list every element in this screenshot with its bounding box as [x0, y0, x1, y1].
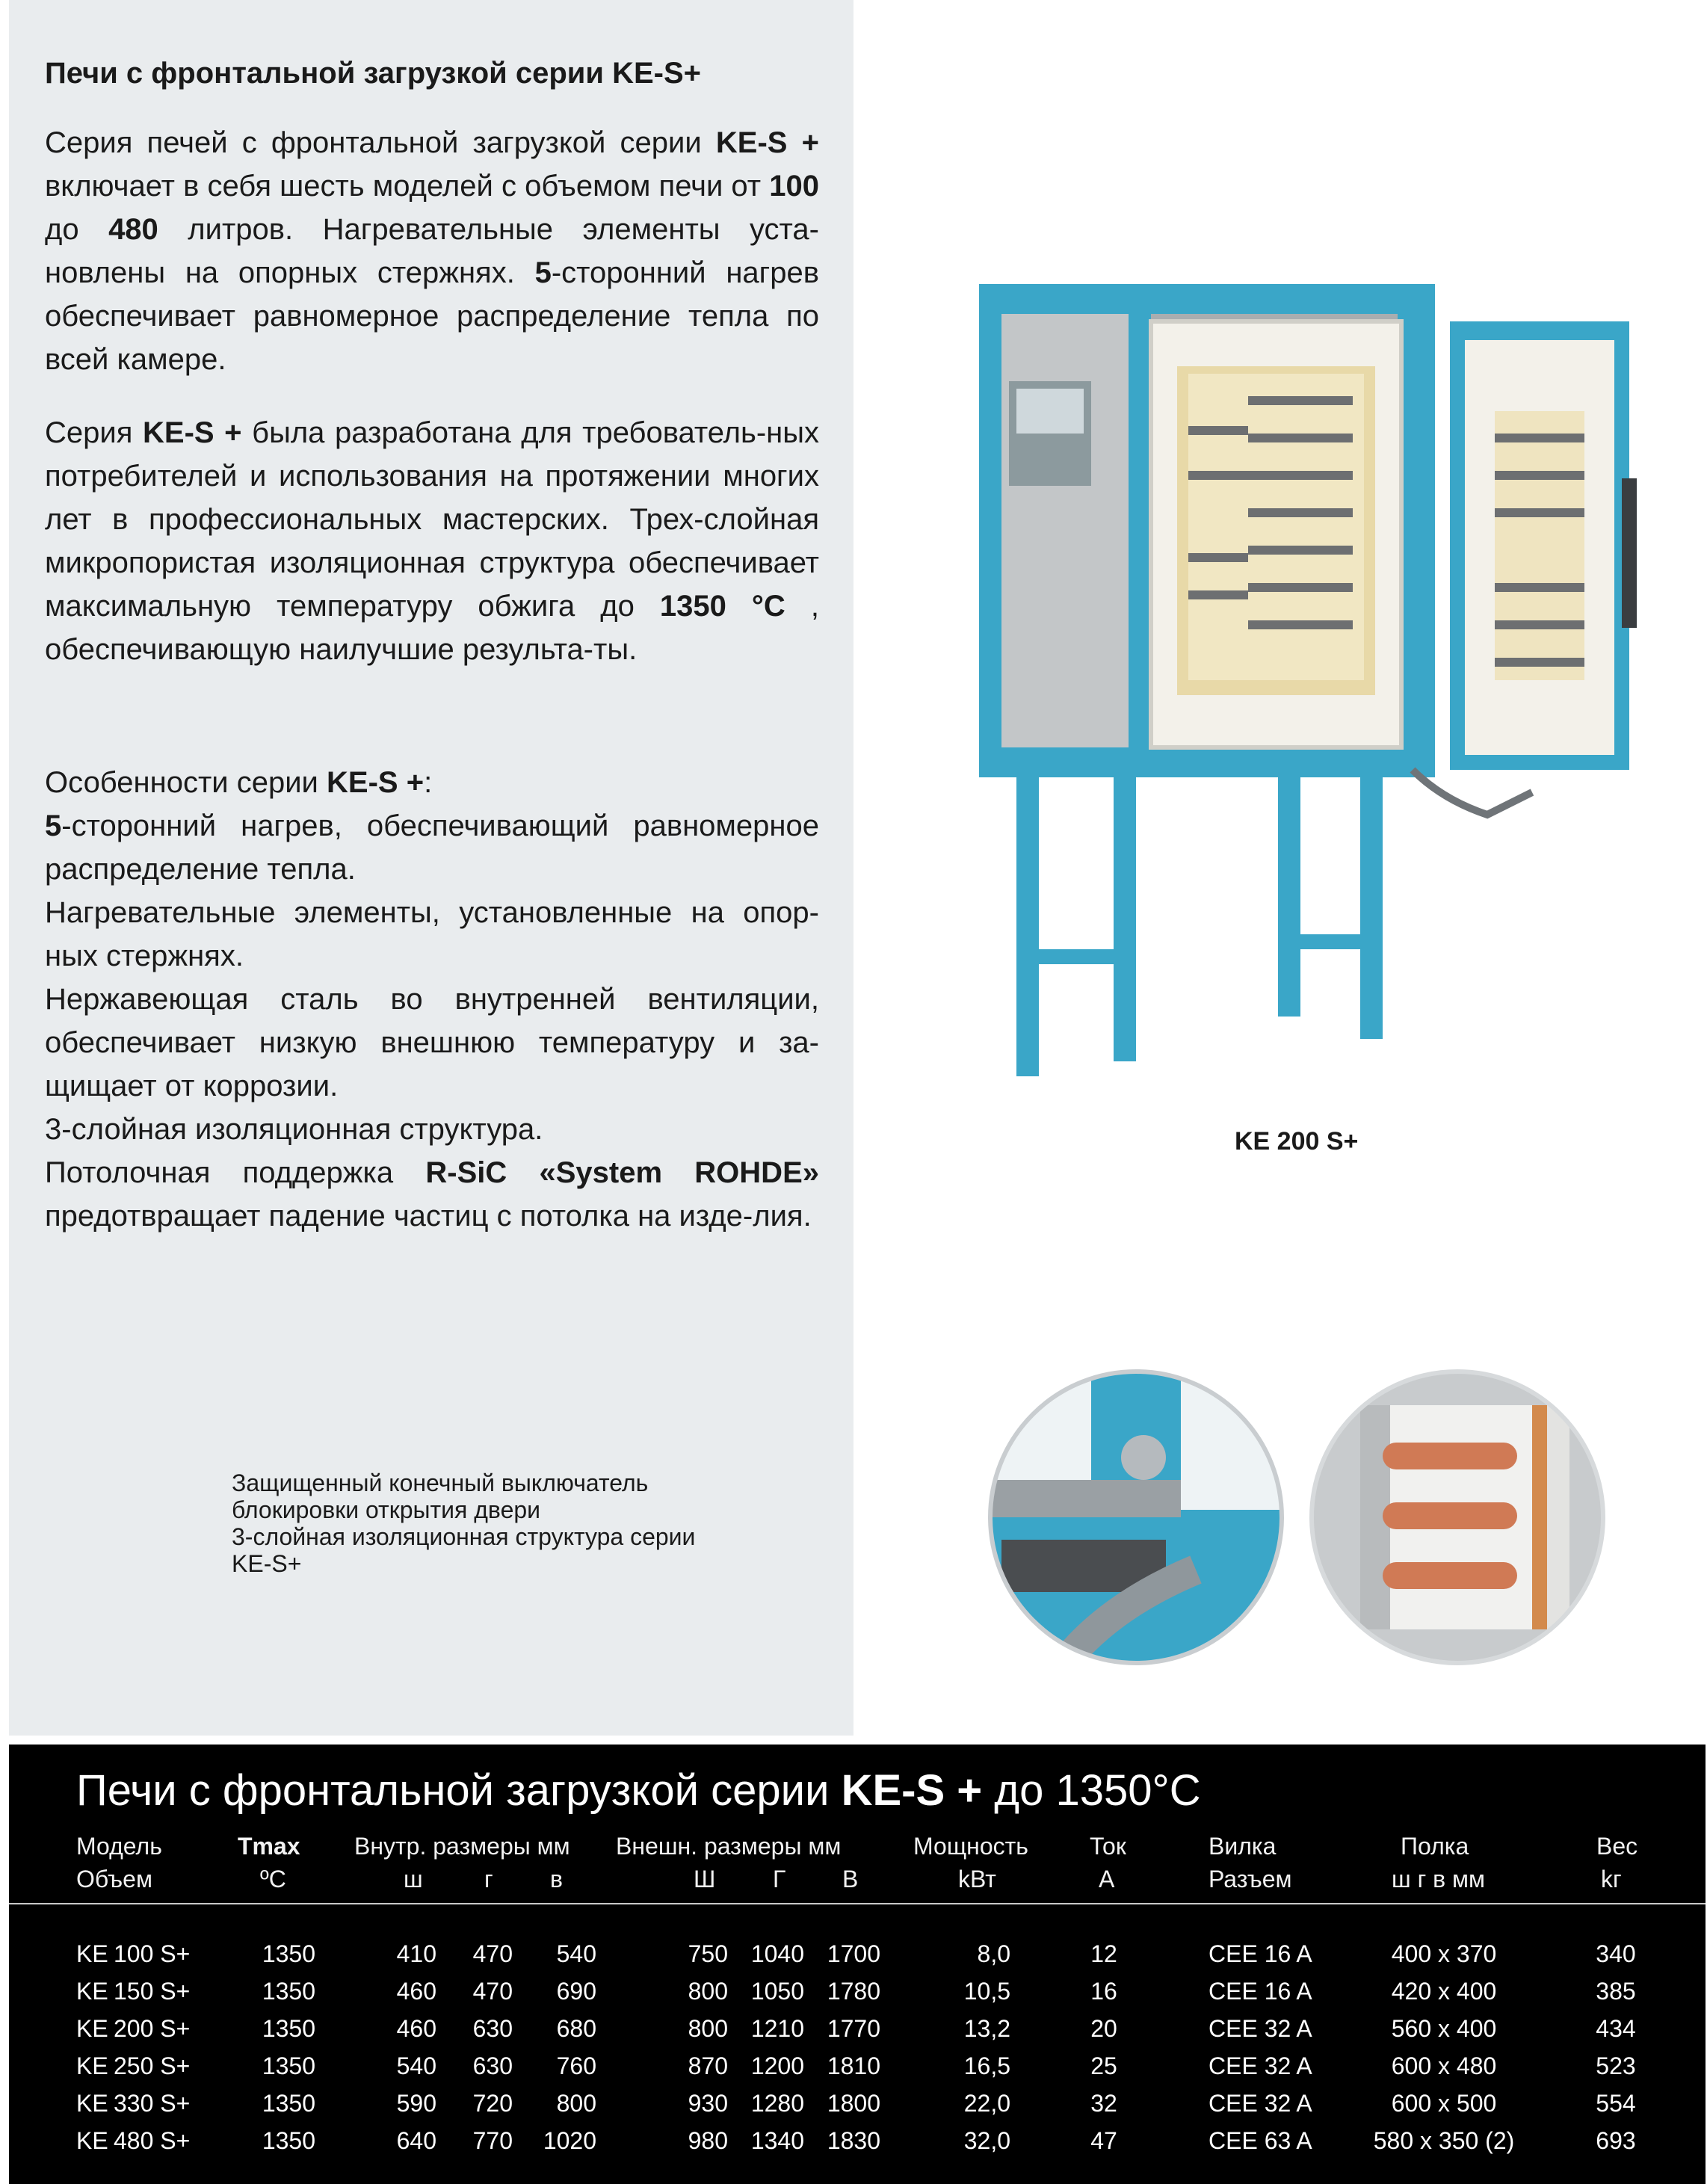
table-cell-prefix: KE [76, 2015, 108, 2042]
table-cell-d: 630 [472, 2015, 513, 2042]
table-cell-kg: 434 [1596, 2015, 1636, 2042]
body-text: предотвращает падение частиц с потолка на изде-лия. [45, 1200, 812, 1233]
body-text: -сторонний нагрев обеспечивает равномерное распределение тепла по всей камере. [45, 256, 820, 376]
header-power: Мощность [913, 1833, 1028, 1860]
body-text: 3-слойная изоляционная структура. [45, 1113, 543, 1146]
header-current: Ток [1090, 1833, 1126, 1860]
table-cell-a: 16 [1090, 1978, 1117, 2005]
body-text: Потолочная поддержка [45, 1156, 426, 1189]
body-text: : [424, 766, 433, 799]
emphasis-text: 1350 °C [659, 590, 785, 623]
table-cell-h: 1020 [543, 2127, 596, 2154]
table-cell-plug: CEE 63 A [1209, 2127, 1312, 2154]
emphasis-text: 100 [769, 170, 819, 203]
header-power-unit: kВт [958, 1866, 996, 1893]
table-cell-tmax: 1350 [262, 2015, 315, 2042]
paragraph-intro [45, 121, 819, 381]
paragraph-design [45, 411, 819, 671]
table-cell-plug: CEE 32 A [1209, 2015, 1312, 2042]
table-cell-tmax: 1350 [262, 2127, 315, 2154]
header-outer-h: В [842, 1866, 859, 1893]
table-cell-shelf: 400 x 370 [1391, 1940, 1497, 1967]
caption-door-switch-line2: блокировки открытия двери [232, 1496, 541, 1523]
feature-item [45, 804, 819, 891]
table-cell-w: 640 [396, 2127, 436, 2154]
feature-item [45, 978, 819, 1108]
feature-item [45, 761, 819, 804]
table-cell-kg: 523 [1596, 2052, 1636, 2079]
table-cell-kg: 385 [1596, 1978, 1636, 2005]
emphasis-text: 5 [45, 809, 62, 842]
table-cell-a: 47 [1090, 2127, 1117, 2154]
table-cell-shelf: 600 x 500 [1391, 2090, 1497, 2117]
body-text: Серия печей с фронтальной загрузкой серии [45, 126, 716, 159]
product-label: KE 200 S+ [1235, 1127, 1359, 1156]
table-cell-h: 680 [556, 2015, 596, 2042]
table-cell-prefix: KE [76, 2052, 108, 2079]
table-cell-kg: 554 [1596, 2090, 1636, 2117]
emphasis-text: KE-S + [715, 126, 819, 159]
emphasis-text: 480 [108, 213, 158, 246]
table-cell-kw: 16,5 [963, 2052, 1010, 2079]
caption-insulation-line2: KE-S+ [232, 1550, 302, 1577]
table-cell-prefix: KE [76, 2127, 108, 2154]
table-cell-h: 540 [556, 1940, 596, 1967]
table-cell-W: 930 [688, 2090, 728, 2117]
body-text: была разработана для требователь-ных потребителей и использования на протяжении многих лет в профессиональных мастерских. Трех-слойная микропористая изоляционная структура обеспечивает максимальную температуру обжига до [45, 416, 819, 623]
header-model: Модель [76, 1833, 162, 1860]
table-cell-D: 1040 [750, 1940, 804, 1967]
emphasis-text: R-SiC «System ROHDE» [425, 1156, 819, 1189]
table-cell-w: 540 [396, 2052, 436, 2079]
body-text: Серия [45, 416, 143, 449]
header-current-unit: A [1099, 1866, 1115, 1893]
insulation-structure-detail-photo [1308, 1368, 1607, 1667]
emphasis-text: KE-S + [143, 416, 242, 449]
table-cell-H: 1830 [827, 2127, 880, 2154]
table-cell-plug: CEE 32 A [1209, 2090, 1312, 2117]
table-cell-w: 460 [396, 1978, 436, 2005]
table-cell-D: 1050 [750, 1978, 804, 2005]
header-weight-unit: kг [1601, 1866, 1622, 1893]
table-cell-d: 720 [472, 2090, 513, 2117]
table-cell-kw: 13,2 [963, 2015, 1010, 2042]
header-tmax: Tmax [238, 1833, 300, 1860]
table-cell-kw: 32,0 [963, 2127, 1010, 2154]
table-cell-W: 980 [688, 2127, 728, 2154]
table-cell-W: 750 [688, 1940, 728, 1967]
features-list [45, 761, 819, 1238]
table-cell-H: 1770 [827, 2015, 880, 2042]
table-cell-shelf: 580 x 350 (2) [1373, 2127, 1515, 2154]
table-cell-D: 1200 [750, 2052, 804, 2079]
table-cell-model: 150 S+ [114, 1978, 191, 2005]
table-cell-plug: CEE 16 A [1209, 1978, 1312, 2005]
table-cell-h: 690 [556, 1978, 596, 2005]
kiln-photo [964, 277, 1674, 1084]
header-volume: Объем [76, 1866, 152, 1893]
table-cell-W: 800 [688, 2015, 728, 2042]
table-cell-kg: 340 [1596, 1940, 1636, 1967]
header-inner-h: в [550, 1866, 563, 1893]
feature-item [45, 1151, 819, 1238]
header-outer-d: Г [773, 1866, 786, 1893]
header-shelf-dims: ш г в мм [1392, 1866, 1486, 1893]
table-cell-d: 470 [472, 1940, 513, 1967]
table-cell-shelf: 420 x 400 [1391, 1978, 1497, 2005]
body-text: Нержавеющая сталь во внутренней вентиляции, обеспечивает низкую внешнюю температуру и за-щищает от коррозии. [45, 983, 819, 1102]
table-cell-tmax: 1350 [262, 1978, 315, 2005]
table-cell-d: 770 [472, 2127, 513, 2154]
table-cell-w: 460 [396, 2015, 436, 2042]
table-cell-a: 12 [1090, 1940, 1117, 1967]
header-divider [9, 1903, 1706, 1904]
caption-door-switch-line1: Защищенный конечный выключатель [232, 1469, 649, 1496]
emphasis-text: 5 [534, 256, 552, 289]
table-cell-plug: CEE 32 A [1209, 2052, 1312, 2079]
header-shelf: Полка [1401, 1833, 1469, 1860]
table-cell-tmax: 1350 [262, 2090, 315, 2117]
table-cell-D: 1210 [750, 2015, 804, 2042]
body-text: до [45, 213, 109, 246]
header-inner-w: ш [404, 1866, 423, 1893]
header-socket: Разъем [1209, 1866, 1292, 1893]
table-cell-tmax: 1350 [262, 1940, 315, 1967]
body-text: Особенности серии [45, 766, 327, 799]
table-cell-prefix: KE [76, 1978, 108, 2005]
table-cell-kg: 693 [1596, 2127, 1636, 2154]
body-text: , обеспечивающую наилучшие результа-ты. [45, 590, 819, 666]
table-cell-model: 330 S+ [114, 2090, 191, 2117]
table-cell-kw: 10,5 [963, 1978, 1010, 2005]
table-cell-H: 1780 [827, 1978, 880, 2005]
table-cell-H: 1700 [827, 1940, 880, 1967]
header-outer-dims: Внешн. размеры мм [616, 1833, 842, 1860]
spec-table-title: Печи с фронтальной загрузкой серии KE-S + до 1350°C [76, 1766, 1201, 1815]
table-cell-model: 480 S+ [114, 2127, 191, 2154]
header-outer-w: Ш [694, 1866, 716, 1893]
feature-item [45, 1108, 819, 1151]
table-cell-W: 870 [688, 2052, 728, 2079]
table-cell-D: 1340 [750, 2127, 804, 2154]
table-cell-kw: 8,0 [977, 1940, 1010, 1967]
table-cell-prefix: KE [76, 2090, 108, 2117]
table-cell-w: 590 [396, 2090, 436, 2117]
spec-table [9, 1745, 1706, 2184]
feature-item [45, 891, 819, 978]
table-cell-tmax: 1350 [262, 2052, 315, 2079]
body-text: литров. Нагревательные элементы уста-новлены на опорных стержнях. [45, 213, 819, 289]
image-captions [232, 1469, 800, 1577]
table-cell-H: 1810 [827, 2052, 880, 2079]
table-cell-a: 25 [1090, 2052, 1117, 2079]
table-cell-shelf: 600 x 480 [1391, 2052, 1497, 2079]
table-cell-shelf: 560 x 400 [1391, 2015, 1497, 2042]
table-cell-kw: 22,0 [963, 2090, 1010, 2117]
header-inner-dims: Внутр. размеры мм [354, 1833, 570, 1860]
table-cell-D: 1280 [750, 2090, 804, 2117]
table-cell-H: 1800 [827, 2090, 880, 2117]
emphasis-text: KE-S + [327, 766, 425, 799]
table-cell-model: 100 S+ [114, 1940, 191, 1967]
table-cell-h: 760 [556, 2052, 596, 2079]
table-cell-w: 410 [396, 1940, 436, 1967]
table-cell-plug: CEE 16 A [1209, 1940, 1312, 1967]
caption-insulation-line1: 3-слойная изоляционная структура серии [232, 1523, 696, 1550]
table-cell-W: 800 [688, 1978, 728, 2005]
table-cell-d: 470 [472, 1978, 513, 2005]
table-cell-h: 800 [556, 2090, 596, 2117]
header-plug: Вилка [1209, 1833, 1277, 1860]
body-text: -сторонний нагрев, обеспечивающий равномерное распределение тепла. [45, 809, 819, 886]
header-tmax-unit: ºC [260, 1866, 286, 1893]
body-text: включает в себя шесть моделей с объемом печи от [45, 170, 770, 203]
table-cell-model: 250 S+ [114, 2052, 191, 2079]
door-switch-detail-photo [987, 1368, 1285, 1667]
table-cell-a: 32 [1090, 2090, 1117, 2117]
table-cell-d: 630 [472, 2052, 513, 2079]
header-inner-d: г [484, 1866, 493, 1893]
body-text: Нагревательные элементы, установленные на опор-ных стержнях. [45, 896, 819, 972]
table-cell-prefix: KE [76, 1940, 108, 1967]
page-heading: Печи с фронтальной загрузкой серии KE-S+ [45, 57, 701, 90]
table-cell-a: 20 [1090, 2015, 1117, 2042]
header-weight: Вес [1596, 1833, 1638, 1860]
table-cell-model: 200 S+ [114, 2015, 191, 2042]
